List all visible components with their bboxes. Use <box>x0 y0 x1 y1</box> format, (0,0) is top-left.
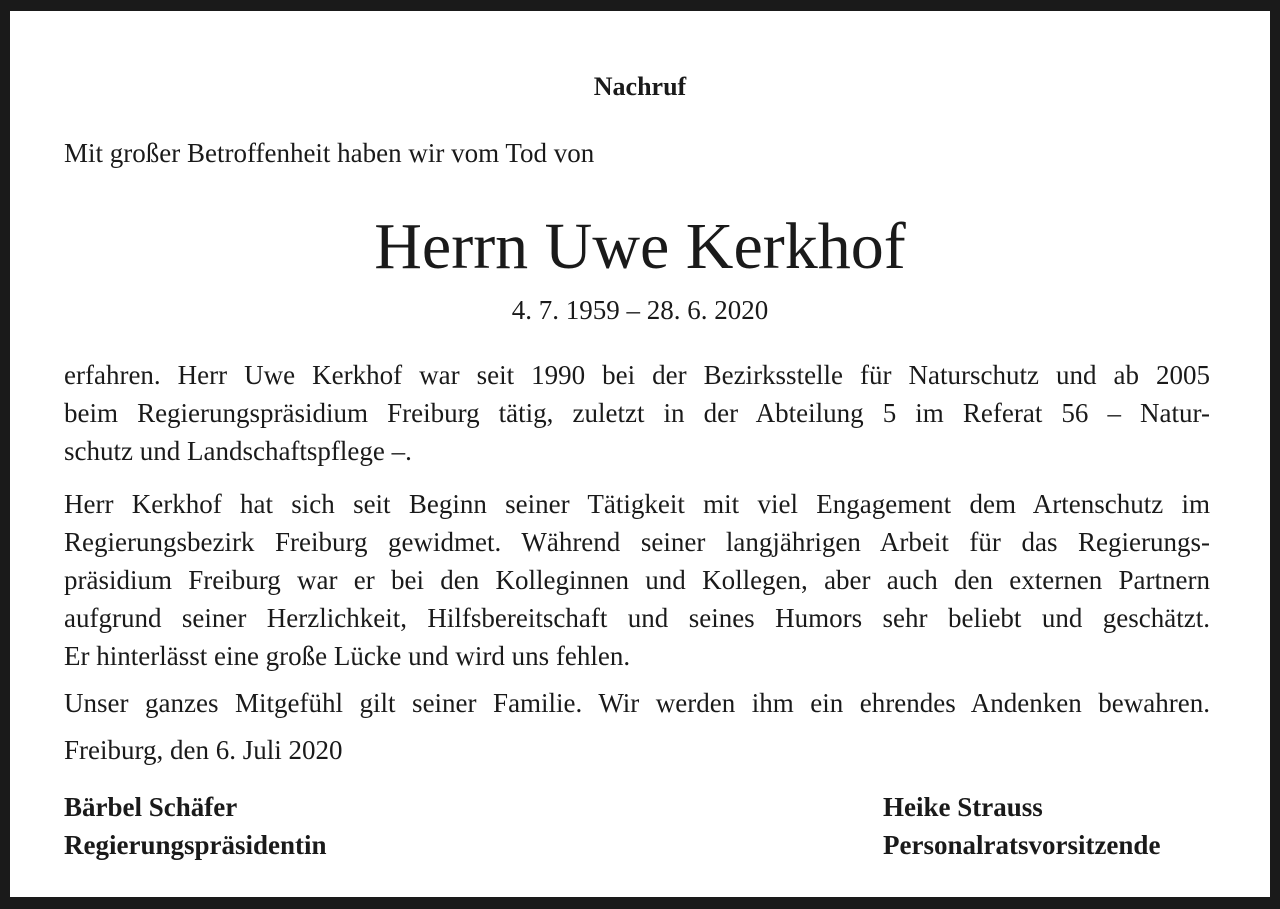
signatory-name: Bärbel Schäfer <box>64 792 238 822</box>
paragraph-line: schutz und Landschaftspflege –. <box>64 436 412 466</box>
paragraph-career <box>64 356 1210 470</box>
paragraph-line: Regierungsbezirk Freiburg gewidmet. Während seiner langjährigen Arbeit für das Regierungs- <box>64 527 1210 557</box>
paragraph-condolence <box>64 684 1210 722</box>
signatory-role: Regierungspräsidentin <box>64 830 327 860</box>
deceased-name: Herrn Uwe Kerkhof <box>374 210 906 283</box>
life-dates: 4. 7. 1959 – 28. 6. 2020 <box>511 295 769 325</box>
paragraph-line: Unser ganzes Mitgefühl gilt seiner Familie. Wir werden ihm ein ehrendes Andenken bewahren. <box>64 688 1210 718</box>
paragraph-line: Herr Kerkhof hat sich seit Beginn seiner Tätigkeit mit viel Engagement dem Artenschutz im <box>64 489 1210 519</box>
paragraph-line: erfahren. Herr Uwe Kerkhof war seit 1990 bei der Bezirksstelle für Naturschutz und ab 2005 <box>64 360 1210 390</box>
place-date-text: Freiburg, den 6. Juli 2020 <box>64 735 343 765</box>
signatory-right <box>883 788 1160 864</box>
paragraph-tribute <box>64 485 1210 675</box>
signatory-name: Heike Strauss <box>883 792 1043 822</box>
notice-heading: Nachruf <box>593 72 687 101</box>
intro-text: Mit großer Betroffenheit haben wir vom Tod von <box>64 138 595 168</box>
paragraph-line: aufgrund seiner Herzlichkeit, Hilfsbereitschaft und seines Humors sehr beliebt und geschätzt. <box>64 603 1210 633</box>
place-and-date <box>64 731 1210 769</box>
paragraph-line: Er hinterlässt eine große Lücke und wird uns fehlen. <box>64 641 631 671</box>
paragraph-line: präsidium Freiburg war er bei den Kolleginnen und Kollegen, aber auch den externen Partnern <box>64 565 1210 595</box>
paragraph-line: beim Regierungspräsidium Freiburg tätig, zuletzt in der Abteilung 5 im Referat 56 – Natur- <box>64 398 1210 428</box>
signatory-role: Personalratsvorsitzende <box>883 830 1161 860</box>
signatory-left <box>64 788 327 864</box>
